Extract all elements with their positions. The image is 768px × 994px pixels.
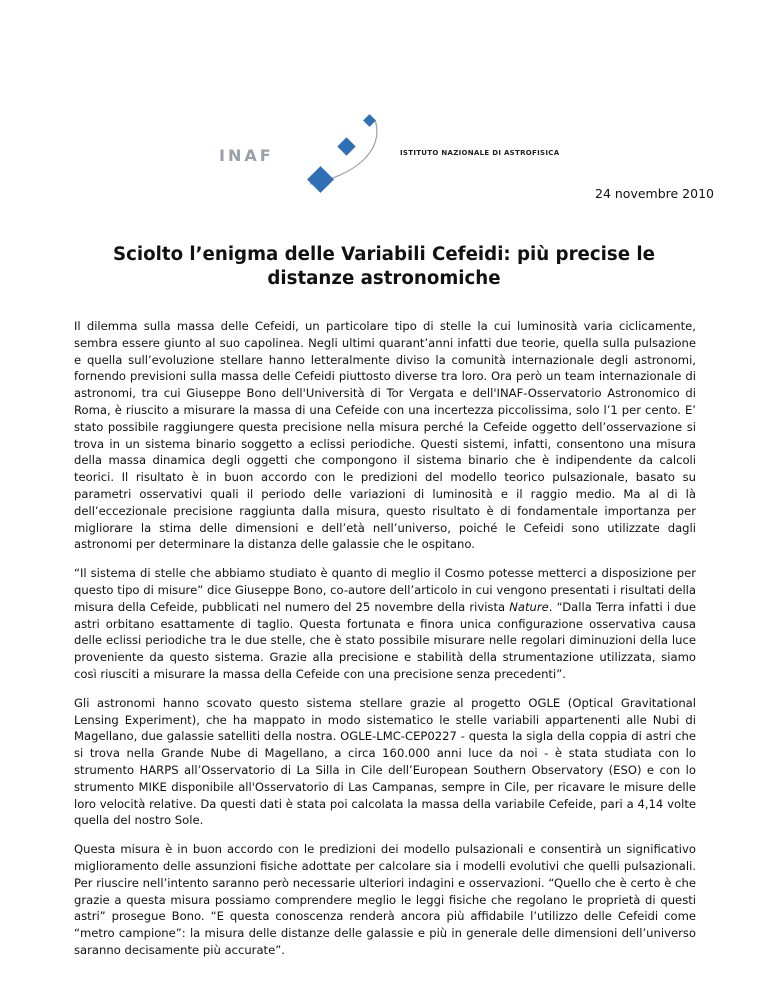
publication-date: 24 novembre 2010 (595, 186, 714, 201)
paragraph-2-text-a: “Il sistema di stelle che abbiamo studiato è quanto di meglio il Cosmo potesse metterci a disposizione per questo tipo di misure” dice Giuseppe Bono, co-autore dell’articolo in cui vengono presentati i risultati della misura della Cefeide, pubblicati nel numero del 25 novembre della rivista (74, 566, 696, 614)
paragraph-1: Il dilemma sulla massa delle Cefeidi, un particolare tipo di stelle la cui luminosità varia ciclicamente, sembra essere giunto al suo capolinea. Negli ultimi quarant’anni infatti due teorie, quella sulla pulsazione e quella sull’evoluzione stellare hanno letteralmente diviso la comunità internazionale degli astronomi, fornendo previsioni sulla massa delle Cefeidi piuttosto diverse tra loro. Ora però un team internazionale di astronomi, tra cui Giuseppe Bono dell'Università di Tor Vergata e dell'INAF-Osservatorio Astronomico di Roma, è riuscito a misurare la massa di una Cefeide con una incertezza piccolissima, solo l’1 per cento. E’ stato possibile raggiungere questa precisione nella misura perché la Cefeide oggetto dell’osservazione si trova in un sistema binario soggetto a eclissi periodiche. Questi sistemi, infatti, consentono una misura della massa dinamica degli oggetti che compongono il sistema binario che è indipendente da calcoli teorici. Il risultato è in buon accordo con le predizioni del modello teorico pulsazionale, basato su parametri osservativi quali il periodo delle variazioni di luminosità e il raggio medio. Ma al di là dell’eccezionale precisione raggiunta dalla misura, questo risultato è di fondamentale importanza per migliorare la stima delle dimensioni e dell’età nell’universo, poiché le Cefeidi sono utilizzate dagli astronomi per determinare la distanza delle galassie che le ospitano. (74, 319, 696, 552)
paragraph-4: Questa misura è in buon accordo con le predizioni dei modello pulsazionali e consentirà un significativo miglioramento delle assunzioni fisiche adottate per calcolare sia i modelli evolutivi che quelli pulsazionali. Per riuscire nell’intento saranno però necessarie ulteriori indagini e osservazioni. “Quello che è certo è che grazie a questa misura possiamo comprendere meglio le leggi fisiche che regolano le proprietà di questi astri” prosegue Bono. “E questa conoscenza renderà ancora più affidabile l’utilizzo delle Cefeidi come “metro campione”: la misura delle distanze delle galassie e più in generale delle dimensioni dell’universo saranno decisamente più accurate”. (74, 842, 696, 957)
inaf-logo (215, 110, 395, 220)
journal-name: Nature (509, 599, 549, 614)
paragraph-3: Gli astronomi hanno scovato questo sistema stellare grazie al progetto OGLE (Optical Gravitational Lensing Experiment), che ha mappato in modo sistematico le stelle variabili appartenenti alle Nubi di Magellano, due galassie satelliti della nostra. OGLE-LMC-CEP0227 - questa la sigla della coppia di astri che si trova nella Grande Nube di Magellano, a circa 160.000 anni luce da noi - è stata studiata con lo strumento HARPS all’Osservatorio di La Silla in Cile dell’European Southern Observatory (ESO) e con lo strumento MIKE disponibile all'Osservatorio di Las Campanas, sempre in Cile, per ricavare le misure delle loro velocità relative. Da questi dati è stata poi calcolata la massa della variabile Cefeide, pari a 4,14 volte quella del nostro Sole. (74, 695, 696, 828)
paragraph-2-text-b: . “Dalla Terra infatti i due astri orbitano esattamente di taglio. Questa fortunata e finora unica configurazione osservativa causa delle eclissi periodiche tra le due stelle, che è stato possibile misurare nelle regolari diminuzioni della luce proveniente da questo sistema. Grazie alla precisione e stabilità della strumentazione utilizzata, siamo così riusciti a misurare la massa della Cefeide con una precisione senza precedenti”. (74, 599, 696, 681)
article-body (74, 318, 696, 971)
paragraph-2 (74, 565, 696, 683)
institute-name: ISTITUTO NAZIONALE DI ASTROFISICA (400, 149, 560, 157)
logo-wordmark: INAF (219, 146, 274, 165)
inaf-emblem-icon (215, 110, 395, 220)
article-title: Sciolto l’enigma delle Variabili Cefeidi: più precise le distanze astronomiche (113, 244, 655, 289)
